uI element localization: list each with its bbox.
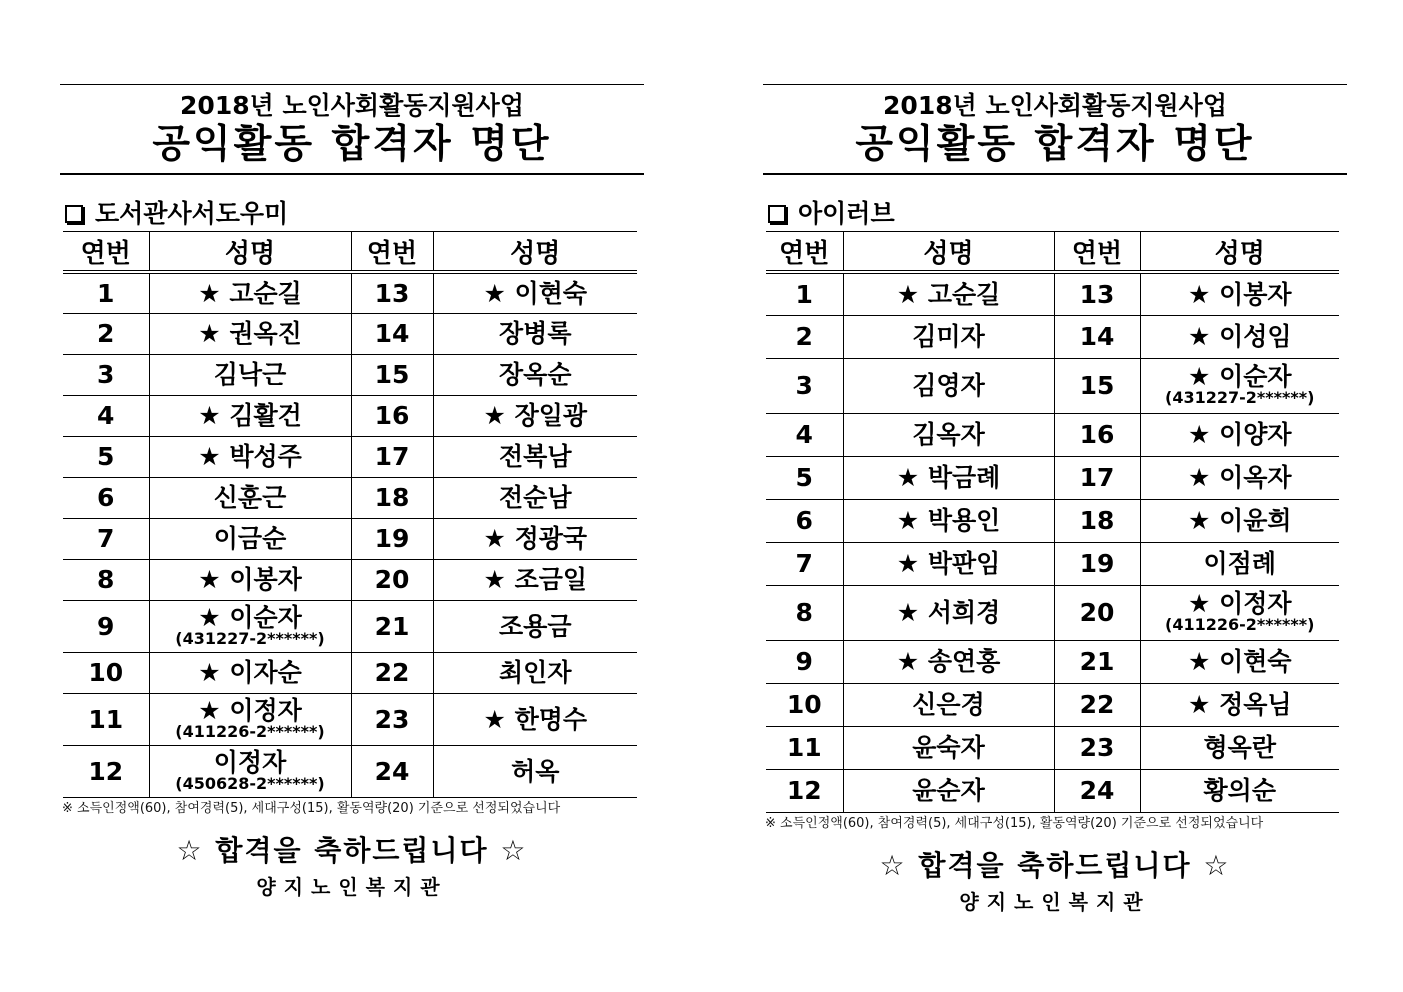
section-title xyxy=(765,197,1347,231)
col-header-no: 연번 xyxy=(1054,232,1140,273)
organization-name: 양지노인복지관 xyxy=(959,889,1151,914)
row-number xyxy=(1054,315,1140,358)
member-id-number: (450628-2******) xyxy=(175,773,325,793)
member-name-cell xyxy=(1140,640,1339,683)
member-name-cell xyxy=(433,559,637,600)
row-number xyxy=(766,542,843,585)
row-number-text: 11 xyxy=(786,733,822,762)
member-name: 이정자 xyxy=(213,747,287,777)
row-number-text: 11 xyxy=(88,704,124,734)
member-name-cell xyxy=(1140,585,1339,640)
section-label: 아이러브 xyxy=(798,199,895,228)
congratulations-message: ☆ 합격을 축하드립니다 ☆ xyxy=(879,848,1231,882)
table-row xyxy=(766,413,1339,456)
member-name-cell xyxy=(843,726,1054,769)
member-name: 윤순자 xyxy=(912,776,985,805)
member-id-number: (431227-2******) xyxy=(175,628,325,648)
row-number xyxy=(63,436,149,477)
table-row xyxy=(63,600,637,652)
row-number-text: 16 xyxy=(1079,420,1115,449)
member-name: 장병록 xyxy=(499,319,572,348)
member-name-cell xyxy=(149,354,351,395)
row-number xyxy=(1054,358,1140,413)
row-number xyxy=(1054,640,1140,683)
table-row xyxy=(63,518,637,559)
row-number-text: 14 xyxy=(374,319,410,348)
member-name-cell xyxy=(1140,456,1339,499)
member-name-cell xyxy=(149,395,351,436)
member-name-cell xyxy=(433,693,637,745)
row-number-text: 1 xyxy=(97,278,115,308)
table-row xyxy=(766,542,1339,585)
member-name-cell xyxy=(843,769,1054,812)
member-name-cell xyxy=(433,395,637,436)
member-id-number: (411226-2******) xyxy=(1165,615,1315,634)
section-title xyxy=(62,197,644,231)
row-number-text: 20 xyxy=(1079,598,1115,627)
member-name: 김영자 xyxy=(912,371,985,400)
member-name: ★ 이옥자 xyxy=(1188,463,1292,492)
row-number-text: 5 xyxy=(795,463,813,492)
row-number xyxy=(63,272,149,313)
member-name-cell xyxy=(843,272,1054,315)
row-number-text: 17 xyxy=(374,442,410,471)
row-number-text: 14 xyxy=(1079,322,1115,351)
row-number-text: 15 xyxy=(374,360,410,389)
row-number xyxy=(1054,683,1140,726)
row-number-text: 12 xyxy=(786,776,822,805)
selection-criteria-note: ※ 소득인정액(60), 참여경력(5), 세대구성(15), 활동역량(20) 기준으로 선정되었습니다 xyxy=(62,800,561,816)
member-name-cell xyxy=(843,640,1054,683)
member-name-cell xyxy=(843,499,1054,542)
row-number-text: 17 xyxy=(1079,463,1115,492)
member-name: 형옥란 xyxy=(1203,733,1276,762)
row-number-text: 23 xyxy=(1079,733,1115,762)
member-name: ★ 송연홍 xyxy=(897,647,1001,676)
member-name: ★ 이봉자 xyxy=(1188,280,1292,309)
member-name: ★ 한명수 xyxy=(483,705,587,734)
member-name: 전복남 xyxy=(499,442,572,471)
member-name-cell xyxy=(843,358,1054,413)
document-header xyxy=(60,84,644,175)
table-row xyxy=(766,769,1339,812)
member-name-cell xyxy=(433,600,637,652)
row-number xyxy=(63,313,149,354)
member-name-cell xyxy=(149,477,351,518)
row-number xyxy=(766,726,843,769)
document-header xyxy=(763,84,1347,175)
row-number-text: 15 xyxy=(1079,371,1115,400)
table-row xyxy=(63,745,637,797)
member-name: ★ 장일광 xyxy=(483,401,587,430)
member-name: ★ 김활건 xyxy=(198,401,302,430)
row-number xyxy=(1054,585,1140,640)
row-number xyxy=(351,745,433,797)
member-name: ★ 이성임 xyxy=(1188,322,1292,351)
row-number xyxy=(1054,726,1140,769)
member-name: 신은경 xyxy=(912,690,985,719)
row-number xyxy=(351,559,433,600)
row-number-text: 19 xyxy=(1079,549,1115,578)
member-name-cell xyxy=(433,272,637,313)
col-header-name: 성명 xyxy=(149,232,351,273)
member-name-cell xyxy=(1140,769,1339,812)
member-name-cell xyxy=(149,745,351,797)
member-name-cell xyxy=(149,600,351,652)
table-row xyxy=(766,683,1339,726)
row-number-text: 21 xyxy=(374,611,410,641)
row-number xyxy=(1054,272,1140,315)
col-header-no: 연번 xyxy=(766,232,843,273)
row-number xyxy=(766,358,843,413)
member-name: ★ 이양자 xyxy=(1188,420,1292,449)
table-row xyxy=(63,477,637,518)
member-name-cell xyxy=(843,585,1054,640)
member-name: 윤숙자 xyxy=(912,733,985,762)
row-number xyxy=(351,272,433,313)
member-name: ★ 이순자 xyxy=(198,603,302,632)
col-header-no: 연번 xyxy=(351,232,433,273)
header-program-title: 2018년 노인사회활동지원사업 xyxy=(180,91,524,120)
table-row xyxy=(766,726,1339,769)
row-number xyxy=(351,477,433,518)
table-row xyxy=(63,436,637,477)
member-name: 이금순 xyxy=(213,524,287,553)
row-number xyxy=(351,313,433,354)
row-number xyxy=(351,693,433,745)
col-header-no: 연번 xyxy=(63,232,149,273)
member-name: ★ 이현숙 xyxy=(1188,647,1292,676)
row-number xyxy=(766,769,843,812)
row-number-text: 13 xyxy=(374,278,410,308)
member-name-cell xyxy=(1140,358,1339,413)
row-number-text: 21 xyxy=(1079,647,1115,676)
row-number-text: 3 xyxy=(97,360,115,389)
member-name: ★ 이현숙 xyxy=(483,279,587,308)
row-number-text: 2 xyxy=(795,322,813,351)
checkbox-icon xyxy=(768,205,786,223)
member-name: 허옥 xyxy=(511,756,560,786)
member-name-cell xyxy=(149,436,351,477)
roster-table xyxy=(63,231,637,798)
header-list-title: 공익활동 합격자 명단 xyxy=(152,122,552,167)
member-name: 김낙근 xyxy=(213,360,287,389)
congratulations-message: ☆ 합격을 축하드립니다 ☆ xyxy=(176,833,528,867)
row-number-text: 4 xyxy=(97,401,115,430)
table-row xyxy=(63,693,637,745)
member-name: 황의순 xyxy=(1203,776,1276,805)
row-number-text: 3 xyxy=(795,371,813,400)
member-name: ★ 박용인 xyxy=(897,506,1001,535)
row-number xyxy=(766,683,843,726)
row-number-text: 22 xyxy=(1079,690,1115,719)
row-number xyxy=(766,585,843,640)
member-name: ★ 권옥진 xyxy=(198,319,302,348)
member-name-cell xyxy=(1140,272,1339,315)
row-number xyxy=(766,272,843,315)
member-name-cell xyxy=(843,315,1054,358)
member-name-cell xyxy=(843,542,1054,585)
member-name-cell xyxy=(149,559,351,600)
table-row xyxy=(766,499,1339,542)
col-header-name: 성명 xyxy=(433,232,637,273)
member-name: ★ 이윤희 xyxy=(1188,506,1292,535)
member-name: 신훈근 xyxy=(213,483,287,512)
member-name: 김미자 xyxy=(912,322,985,351)
row-number xyxy=(351,600,433,652)
row-number-text: 24 xyxy=(374,756,410,786)
row-number xyxy=(63,652,149,693)
row-number xyxy=(1054,456,1140,499)
panel-library-assistant xyxy=(60,84,644,900)
row-number-text: 20 xyxy=(374,565,410,594)
row-number xyxy=(63,600,149,652)
row-number-text: 4 xyxy=(795,420,813,449)
row-number-text: 24 xyxy=(1079,776,1115,805)
member-name: ★ 이봉자 xyxy=(198,565,302,594)
row-number xyxy=(766,315,843,358)
member-name: 조용금 xyxy=(499,611,572,641)
header-program-title: 2018년 노인사회활동지원사업 xyxy=(883,91,1227,120)
row-number xyxy=(766,413,843,456)
member-name-cell xyxy=(149,313,351,354)
row-number xyxy=(766,456,843,499)
table-row xyxy=(766,640,1339,683)
row-number xyxy=(351,395,433,436)
member-name: ★ 조금일 xyxy=(483,565,587,594)
panel-i-love xyxy=(763,84,1347,915)
row-number-text: 12 xyxy=(88,756,124,786)
member-name: 장옥순 xyxy=(499,360,572,389)
row-number xyxy=(63,354,149,395)
row-number xyxy=(351,354,433,395)
member-name: ★ 박성주 xyxy=(198,442,302,471)
member-name-cell xyxy=(433,354,637,395)
member-name: ★ 고순길 xyxy=(198,279,302,308)
row-number-text: 23 xyxy=(374,704,410,734)
row-number xyxy=(63,559,149,600)
row-number xyxy=(63,518,149,559)
member-name: 전순남 xyxy=(499,483,572,512)
section-label: 도서관사서도우미 xyxy=(95,199,289,228)
row-number-text: 6 xyxy=(795,506,813,535)
row-number-text: 8 xyxy=(795,598,813,627)
table-row xyxy=(63,272,637,313)
member-name: ★ 이자순 xyxy=(198,658,302,687)
row-number xyxy=(1054,499,1140,542)
member-name: ★ 정옥님 xyxy=(1188,690,1292,719)
table-row xyxy=(63,313,637,354)
member-name-cell xyxy=(149,518,351,559)
member-id-number: (411226-2******) xyxy=(175,721,325,741)
member-name-cell xyxy=(149,272,351,313)
row-number xyxy=(351,652,433,693)
row-number-text: 5 xyxy=(97,442,115,471)
member-name: ★ 정광국 xyxy=(483,524,587,553)
selection-criteria-note: ※ 소득인정액(60), 참여경력(5), 세대구성(15), 활동역량(20) 기준으로 선정되었습니다 xyxy=(765,815,1264,831)
row-number xyxy=(63,745,149,797)
row-number xyxy=(1054,542,1140,585)
row-number xyxy=(351,436,433,477)
table-row xyxy=(766,272,1339,315)
col-header-name: 성명 xyxy=(1140,232,1339,273)
member-name-cell xyxy=(433,477,637,518)
row-number xyxy=(63,395,149,436)
member-name-cell xyxy=(843,456,1054,499)
checkbox-icon xyxy=(65,205,83,223)
row-number-text: 16 xyxy=(374,401,410,430)
row-number xyxy=(1054,769,1140,812)
row-number-text: 8 xyxy=(97,565,115,594)
row-number xyxy=(351,518,433,559)
row-number-text: 7 xyxy=(97,524,115,553)
member-name-cell xyxy=(433,436,637,477)
table-row xyxy=(63,559,637,600)
member-name-cell xyxy=(149,652,351,693)
row-number xyxy=(766,499,843,542)
col-header-name: 성명 xyxy=(843,232,1054,273)
table-row xyxy=(766,358,1339,413)
member-name: ★ 이정자 xyxy=(1188,589,1292,618)
row-number-text: 19 xyxy=(374,524,410,553)
table-header-row xyxy=(766,232,1339,273)
member-name: ★ 박금례 xyxy=(897,463,1001,492)
member-name: ★ 박판임 xyxy=(897,549,1001,578)
member-name-cell xyxy=(433,745,637,797)
table-row xyxy=(766,585,1339,640)
row-number-text: 10 xyxy=(786,690,822,719)
table-row xyxy=(766,315,1339,358)
member-name: 이점례 xyxy=(1203,549,1276,578)
row-number-text: 2 xyxy=(97,319,115,348)
row-number xyxy=(1054,413,1140,456)
member-name-cell xyxy=(843,683,1054,726)
row-number-text: 7 xyxy=(795,549,813,578)
member-name: 최인자 xyxy=(499,658,572,687)
member-name-cell xyxy=(1140,542,1339,585)
member-name-cell xyxy=(1140,315,1339,358)
table-row xyxy=(63,354,637,395)
row-number-text: 6 xyxy=(97,483,115,512)
member-id-number: (431227-2******) xyxy=(1165,388,1315,407)
member-name-cell xyxy=(433,518,637,559)
table-row xyxy=(766,456,1339,499)
member-name: ★ 이순자 xyxy=(1188,362,1292,391)
member-name: ★ 서희경 xyxy=(897,598,1001,627)
member-name-cell xyxy=(1140,726,1339,769)
row-number-text: 9 xyxy=(97,611,115,641)
row-number-text: 18 xyxy=(1079,506,1115,535)
member-name: ★ 고순길 xyxy=(897,280,1001,309)
member-name: 김옥자 xyxy=(912,420,985,449)
table-row xyxy=(63,395,637,436)
member-name-cell xyxy=(1140,499,1339,542)
member-name-cell xyxy=(433,313,637,354)
row-number-text: 13 xyxy=(1079,279,1115,309)
member-name-cell xyxy=(1140,683,1339,726)
table-header-row xyxy=(63,232,637,273)
row-number xyxy=(766,640,843,683)
row-number-text: 9 xyxy=(795,647,813,676)
organization-name: 양지노인복지관 xyxy=(256,874,448,899)
member-name-cell xyxy=(843,413,1054,456)
header-list-title: 공익활동 합격자 명단 xyxy=(855,122,1255,167)
member-name-cell xyxy=(433,652,637,693)
row-number-text: 10 xyxy=(88,658,124,687)
table-row xyxy=(63,652,637,693)
member-name-cell xyxy=(1140,413,1339,456)
row-number-text: 1 xyxy=(795,279,813,309)
row-number-text: 18 xyxy=(374,483,410,512)
member-name: ★ 이정자 xyxy=(198,696,302,725)
member-name-cell xyxy=(149,693,351,745)
row-number xyxy=(63,477,149,518)
row-number xyxy=(63,693,149,745)
row-number-text: 22 xyxy=(374,658,410,687)
roster-table xyxy=(766,231,1339,813)
